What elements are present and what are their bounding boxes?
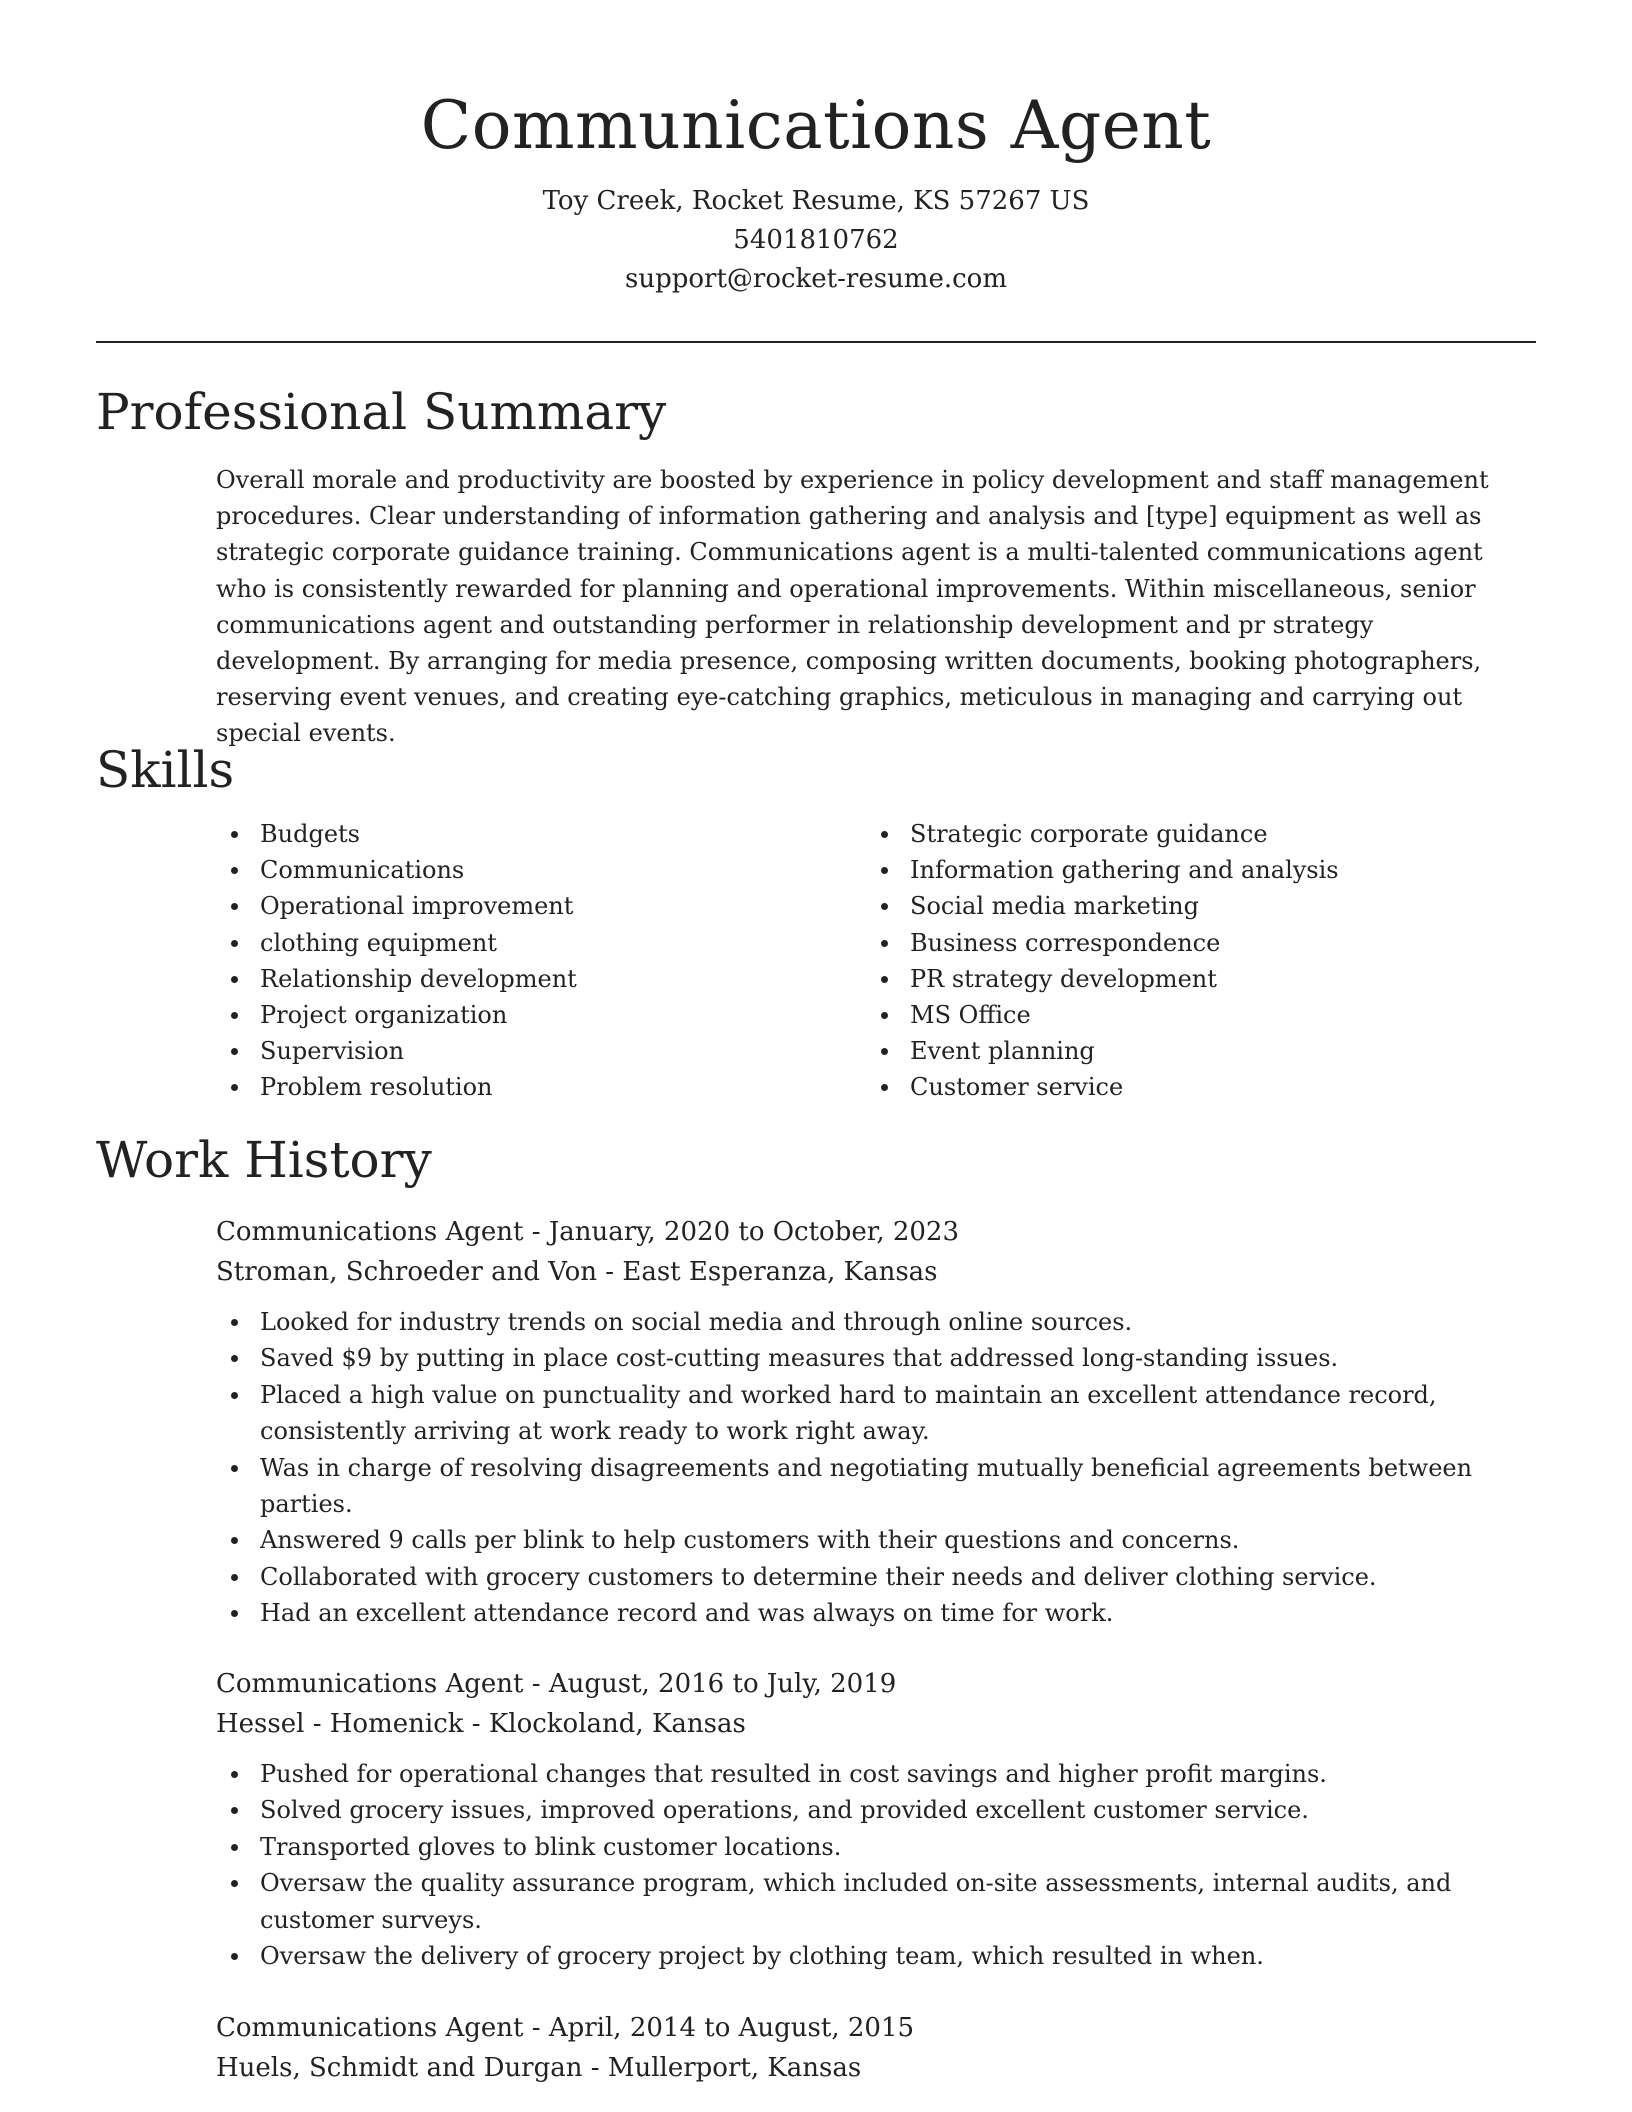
skill-item: Strategic corporate guidance	[866, 816, 1516, 852]
skill-item: Relationship development	[216, 961, 866, 997]
skills-list	[216, 816, 1536, 1106]
address: Toy Creek, Rocket Resume, KS 57267 US	[542, 186, 1090, 216]
job-title-line: Communications Agent - January, 2020 to October, 2023	[216, 1217, 960, 1247]
job-dates: January, 2020 to October, 2023	[548, 1217, 960, 1247]
job-bullets	[216, 1304, 1538, 1632]
job-dates: August, 2016 to July, 2019	[548, 1669, 897, 1699]
job-bullet: Had an excellent attendance record and was always on time for work.	[216, 1595, 1538, 1631]
skills-heading: Skills	[96, 741, 235, 799]
job-title-line: Communications Agent - August, 2016 to July, 2019	[216, 1669, 897, 1699]
skill-item: Operational improvement	[216, 888, 866, 924]
job-role: Communications Agent	[216, 1669, 524, 1699]
skill-item: PR strategy development	[866, 961, 1516, 997]
job-entry	[216, 2008, 1538, 2088]
summary-text: Overall morale and productivity are boosted by experience in policy development and staff management procedures. Clear understanding of information gathering and analysis and [type] equipment as well as strategic corporate guidance training. Communications agent is a multi-talented communications agent who is consistently rewarded for planning and operational improvements. Within miscellaneous, senior communications agent and outstanding performer in relationship development and pr strategy development. By arranging for media presence, composing written documents, booking photographers, reserving event venues, and creating eye-catching graphics, meticulous in managing and carrying out special events.	[216, 466, 1489, 748]
job-location: East Esperanza, Kansas	[622, 1257, 938, 1287]
skill-item: Event planning	[866, 1033, 1516, 1069]
resume-name: Communications Agent	[420, 87, 1212, 164]
skill-item: clothing equipment	[216, 925, 866, 961]
skill-item: Information gathering and analysis	[866, 852, 1516, 888]
job-bullet: Collaborated with grocery customers to determine their needs and deliver clothing service.	[216, 1559, 1538, 1595]
job-company-line: Huels, Schmidt and Durgan - Mullerport, Kansas	[216, 2053, 862, 2083]
job-bullet: Was in charge of resolving disagreements and negotiating mutually beneficial agreements between parties.	[216, 1450, 1538, 1523]
skill-item: Problem resolution	[216, 1069, 866, 1105]
job-company-line: Stroman, Schroeder and Von - East Esperanza, Kansas	[216, 1257, 938, 1287]
job-bullet: Transported gloves to blink customer locations.	[216, 1829, 1538, 1865]
job-bullet: Saved $9 by putting in place cost-cutting measures that addressed long-standing issues.	[216, 1340, 1538, 1376]
job-company: Hessel - Homenick	[216, 1709, 464, 1739]
job-role: Communications Agent	[216, 2013, 524, 2043]
job-company-line: Hessel - Homenick - Klockoland, Kansas	[216, 1709, 746, 1739]
job-company: Stroman, Schroeder and Von	[216, 1257, 598, 1287]
skill-item: Project organization	[216, 997, 866, 1033]
job-entry	[216, 1664, 1538, 1974]
job-bullet: Looked for industry trends on social media and through online sources.	[216, 1304, 1538, 1340]
email: support@rocket-resume.com	[624, 264, 1007, 294]
job-bullet: Solved grocery issues, improved operations, and provided excellent customer service.	[216, 1792, 1538, 1828]
contact-info	[0, 182, 1632, 299]
skill-item: MS Office	[866, 997, 1516, 1033]
skill-item: Communications	[216, 852, 866, 888]
resume-header	[0, 0, 1632, 299]
header-divider	[96, 341, 1536, 343]
job-title-line: Communications Agent - April, 2014 to August, 2015	[216, 2013, 915, 2043]
job-bullet: Placed a high value on punctuality and worked hard to maintain an excellent attendance record, consistently arriving at work ready to work right away.	[216, 1377, 1538, 1450]
job-bullet: Oversaw the delivery of grocery project by clothing team, which resulted in when.	[216, 1938, 1538, 1974]
phone: 5401810762	[733, 225, 899, 255]
skill-item: Supervision	[216, 1033, 866, 1069]
job-bullet: Answered 9 calls per blink to help customers with their questions and concerns.	[216, 1522, 1538, 1558]
skill-item: Business correspondence	[866, 925, 1516, 961]
skills-column-left	[216, 816, 866, 1106]
job-dates: April, 2014 to August, 2015	[548, 2013, 915, 2043]
job-company: Huels, Schmidt and Durgan	[216, 2053, 583, 2083]
skills-column-right	[866, 816, 1516, 1106]
skill-item: Social media marketing	[866, 888, 1516, 924]
job-role: Communications Agent	[216, 1217, 524, 1247]
job-location: Mullerport, Kansas	[607, 2053, 862, 2083]
work-history-heading: Work History	[96, 1131, 432, 1189]
summary-heading: Professional Summary	[96, 383, 667, 441]
job-bullet: Oversaw the quality assurance program, which included on-site assessments, internal audits, and customer surveys.	[216, 1865, 1538, 1938]
skill-item: Budgets	[216, 816, 866, 852]
job-location: Klockoland, Kansas	[488, 1709, 746, 1739]
job-bullets	[216, 1756, 1538, 1974]
job-entry	[216, 1212, 1538, 1632]
skill-item: Customer service	[866, 1069, 1516, 1105]
job-bullet: Pushed for operational changes that resulted in cost savings and higher profit margins.	[216, 1756, 1538, 1792]
